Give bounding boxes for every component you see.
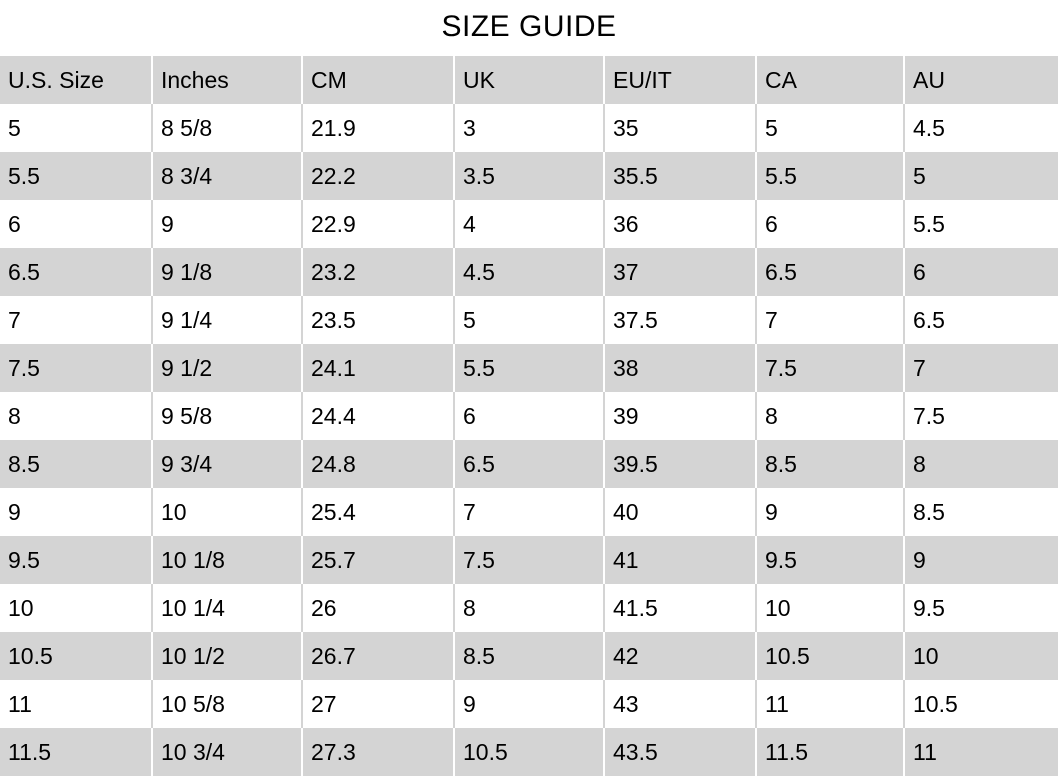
- cell-au: 8.5: [913, 499, 945, 525]
- cell-inches: 9 1/2: [152, 344, 302, 392]
- cell-ca: 9.5: [756, 536, 904, 584]
- cell-ca: 11: [756, 680, 904, 728]
- cell-uk: 3.5: [454, 152, 604, 200]
- cell-us-size: 7: [0, 296, 152, 344]
- column-header-uk: UK: [454, 56, 604, 104]
- cell-eu-it: 37: [604, 248, 756, 296]
- page-title: SIZE GUIDE: [441, 10, 617, 43]
- table-row: [0, 632, 1058, 680]
- cell-au: 5.5: [913, 211, 945, 237]
- table-row: [0, 680, 1058, 728]
- cell-cm: 24.4: [302, 392, 454, 440]
- cell-us-size: 10: [0, 584, 152, 632]
- cell-uk: 4: [454, 200, 604, 248]
- cell-ca: 6: [756, 200, 904, 248]
- table-row: [0, 200, 1058, 248]
- cell-us-size: 7.5: [0, 344, 152, 392]
- cell-cm: 26.7: [302, 632, 454, 680]
- cell-inches: 9 5/8: [152, 392, 302, 440]
- cell-au: 6.5: [913, 307, 945, 333]
- cell-uk: 7.5: [454, 536, 604, 584]
- cell-uk: 4.5: [454, 248, 604, 296]
- cell-ca: 6.5: [756, 248, 904, 296]
- cell-eu-it: 41: [604, 536, 756, 584]
- table-row: [0, 440, 1058, 488]
- cell-au: 7.5: [913, 403, 945, 429]
- cell-eu-it: 43: [604, 680, 756, 728]
- cell-inches: 10 1/8: [152, 536, 302, 584]
- cell-uk: 8: [454, 584, 604, 632]
- cell-eu-it: 39.5: [604, 440, 756, 488]
- cell-eu-it: 40: [604, 488, 756, 536]
- table-row: [0, 344, 1058, 392]
- cell-us-size: 5.5: [0, 152, 152, 200]
- table-header-row: [0, 56, 1058, 104]
- cell-cm: 25.7: [302, 536, 454, 584]
- cell-us-size: 11: [0, 680, 152, 728]
- cell-eu-it: 36: [604, 200, 756, 248]
- size-guide-table: [0, 56, 1058, 776]
- cell-ca: 9: [756, 488, 904, 536]
- cell-inches: 9 3/4: [152, 440, 302, 488]
- cell-uk: 9: [454, 680, 604, 728]
- cell-ca: 5: [756, 104, 904, 152]
- column-header-ca: CA: [756, 56, 904, 104]
- cell-us-size: 6: [0, 200, 152, 248]
- table-row: [0, 584, 1058, 632]
- cell-ca: 10: [756, 584, 904, 632]
- cell-ca: 5.5: [756, 152, 904, 200]
- cell-inches: 9: [152, 200, 302, 248]
- cell-us-size: 5: [0, 104, 152, 152]
- cell-au: 8: [913, 451, 926, 477]
- cell-ca: 8: [756, 392, 904, 440]
- cell-au: 5: [913, 163, 926, 189]
- cell-eu-it: 35.5: [604, 152, 756, 200]
- cell-us-size: 6.5: [0, 248, 152, 296]
- cell-us-size: 10.5: [0, 632, 152, 680]
- cell-inches: 9 1/8: [152, 248, 302, 296]
- table-row: [0, 248, 1058, 296]
- cell-cm: 26: [302, 584, 454, 632]
- cell-uk: 5.5: [454, 344, 604, 392]
- cell-ca: 11.5: [756, 728, 904, 776]
- cell-cm: 27.3: [302, 728, 454, 776]
- cell-cm: 22.9: [302, 200, 454, 248]
- column-header-cm: CM: [302, 56, 454, 104]
- table-header: [0, 56, 1058, 104]
- table-row: [0, 536, 1058, 584]
- cell-au: 9: [913, 547, 926, 573]
- cell-au: 11: [913, 739, 937, 765]
- cell-cm: 23.5: [302, 296, 454, 344]
- cell-au: 9.5: [913, 595, 945, 621]
- cell-cm: 22.2: [302, 152, 454, 200]
- cell-cm: 24.8: [302, 440, 454, 488]
- cell-ca: 7.5: [756, 344, 904, 392]
- cell-ca: 10.5: [756, 632, 904, 680]
- cell-au: 4.5: [913, 115, 945, 141]
- column-header-us-size: U.S. Size: [0, 56, 152, 104]
- cell-eu-it: 41.5: [604, 584, 756, 632]
- cell-cm: 25.4: [302, 488, 454, 536]
- cell-cm: 21.9: [302, 104, 454, 152]
- cell-cm: 24.1: [302, 344, 454, 392]
- cell-uk: 8.5: [454, 632, 604, 680]
- table-row: [0, 392, 1058, 440]
- cell-eu-it: 35: [604, 104, 756, 152]
- table-row: [0, 152, 1058, 200]
- cell-eu-it: 39: [604, 392, 756, 440]
- cell-uk: 6.5: [454, 440, 604, 488]
- cell-inches: 8 3/4: [152, 152, 302, 200]
- cell-us-size: 11.5: [0, 728, 152, 776]
- cell-inches: 10 1/2: [152, 632, 302, 680]
- cell-eu-it: 38: [604, 344, 756, 392]
- cell-ca: 8.5: [756, 440, 904, 488]
- cell-inches: 10 5/8: [152, 680, 302, 728]
- cell-eu-it: 37.5: [604, 296, 756, 344]
- column-header-inches: Inches: [152, 56, 302, 104]
- cell-uk: 6: [454, 392, 604, 440]
- cell-us-size: 9.5: [0, 536, 152, 584]
- cell-inches: 10 1/4: [152, 584, 302, 632]
- cell-eu-it: 42: [604, 632, 756, 680]
- table-row: [0, 488, 1058, 536]
- cell-inches: 9 1/4: [152, 296, 302, 344]
- cell-uk: 10.5: [454, 728, 604, 776]
- cell-au: 6: [913, 259, 926, 285]
- cell-cm: 27: [302, 680, 454, 728]
- cell-uk: 7: [454, 488, 604, 536]
- cell-au: 10: [913, 643, 939, 669]
- cell-us-size: 8.5: [0, 440, 152, 488]
- table-row: [0, 728, 1058, 776]
- cell-ca: 7: [756, 296, 904, 344]
- cell-us-size: 8: [0, 392, 152, 440]
- column-header-au: AU: [913, 67, 945, 93]
- cell-uk: 3: [454, 104, 604, 152]
- cell-inches: 10: [152, 488, 302, 536]
- cell-uk: 5: [454, 296, 604, 344]
- cell-inches: 8 5/8: [152, 104, 302, 152]
- cell-inches: 10 3/4: [152, 728, 302, 776]
- cell-au: 7: [913, 355, 926, 381]
- table-row: [0, 296, 1058, 344]
- table-row: [0, 104, 1058, 152]
- cell-eu-it: 43.5: [604, 728, 756, 776]
- table-body: [0, 104, 1058, 776]
- column-header-eu-it: EU/IT: [604, 56, 756, 104]
- cell-au: 10.5: [913, 691, 958, 717]
- cell-us-size: 9: [0, 488, 152, 536]
- cell-cm: 23.2: [302, 248, 454, 296]
